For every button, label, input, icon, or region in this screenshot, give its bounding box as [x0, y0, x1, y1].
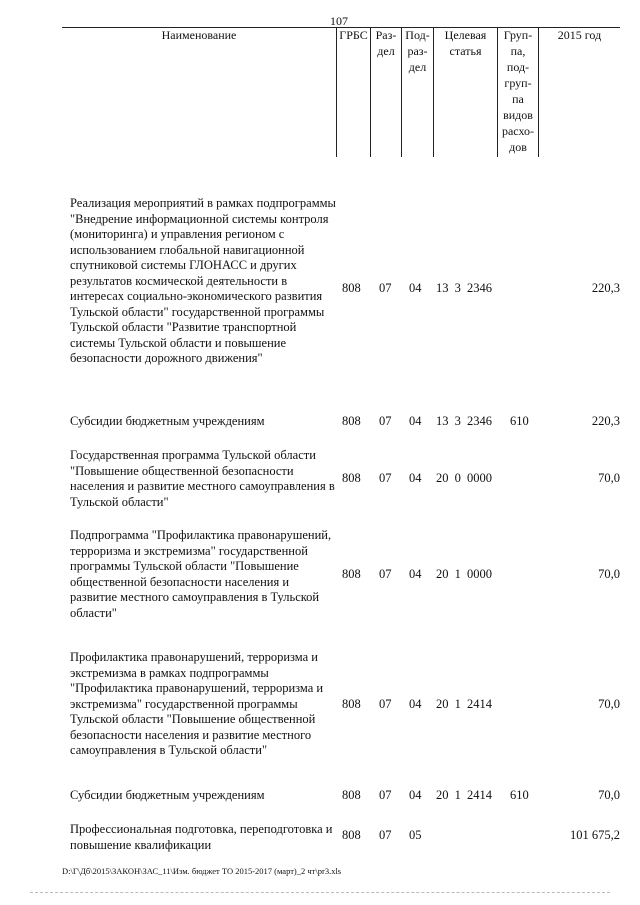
row-celevaya: 20 0 0000 — [436, 471, 492, 485]
row-amount: 70,0 — [598, 788, 620, 802]
row-razdel: 07 — [379, 697, 392, 711]
row-amount: 220,3 — [591, 281, 620, 295]
row-podrazdel: 04 — [409, 788, 422, 802]
row-celevaya: 13 3 2346 — [436, 281, 492, 295]
header-celevaya: Целевая статья — [433, 27, 497, 157]
page-edge-divider — [30, 892, 610, 893]
row-razdel: 07 — [379, 281, 392, 295]
row-podrazdel: 04 — [409, 471, 422, 485]
header-gruppa: Груп- па, под- груп- па видов расхо- дов — [497, 27, 538, 157]
footer-file-path: D:\Г\Дб\2015\ЗАКОН\ЗАС_11\Изм. бюджет ТО 2015-2017 (март)_2 чт\pr3.xls — [62, 866, 342, 876]
page-number: 107 — [330, 14, 348, 28]
row-podrazdel: 05 — [409, 828, 422, 842]
row-celevaya: 20 1 2414 — [436, 697, 492, 711]
row-grbs: 808 — [342, 697, 361, 711]
row-celevaya: 20 1 0000 — [436, 567, 492, 581]
row-gruppa: 610 — [510, 788, 529, 802]
header-podrazdel: Под- раз- дел — [401, 27, 433, 157]
row-grbs: 808 — [342, 471, 361, 485]
row-amount: 70,0 — [598, 697, 620, 711]
row-gruppa: 610 — [510, 414, 529, 428]
row-podrazdel: 04 — [409, 414, 422, 428]
row-grbs: 808 — [342, 828, 361, 842]
row-name: Подпрограмма "Профилактика правонарушений, терроризма и экстремизма" государственной программы Тульской области "Повышение общественной безопасности населения и развитие местного самоуправления в Тульской области" — [70, 528, 332, 620]
row-name: Реализация мероприятий в рамках подпрограммы "Внедрение информационной системы контроля (мониторинга) и управления регионом с использованием глобальной навигационной спутниковой системы ГЛОНАСС и других результатов космической деятельности в интересах социально-экономического развития Тульской области" государственной программы Тульской области "Развитие транспортной системы Тульской области и повышение безопасности дорожного движения" — [70, 196, 336, 365]
row-razdel: 07 — [379, 471, 392, 485]
row-grbs: 808 — [342, 281, 361, 295]
row-name: Субсидии бюджетным учреждениям — [70, 414, 265, 428]
row-podrazdel: 04 — [409, 697, 422, 711]
header-year: 2015 год — [538, 27, 620, 157]
row-name: Профессиональная подготовка, переподготовка и повышение квалификации — [70, 822, 333, 852]
row-podrazdel: 04 — [409, 567, 422, 581]
row-amount: 220,3 — [591, 414, 620, 428]
row-grbs: 808 — [342, 567, 361, 581]
header-razdel: Раз- дел — [370, 27, 401, 157]
row-razdel: 07 — [379, 414, 392, 428]
header-name: Наименование — [161, 28, 237, 42]
row-celevaya: 13 3 2346 — [436, 414, 492, 428]
row-razdel: 07 — [379, 828, 392, 842]
row-razdel: 07 — [379, 567, 392, 581]
row-razdel: 07 — [379, 788, 392, 802]
row-name: Субсидии бюджетным учреждениям — [70, 788, 265, 802]
row-amount: 70,0 — [598, 471, 620, 485]
row-podrazdel: 04 — [409, 281, 422, 295]
row-name: Профилактика правонарушений, терроризма и экстремизма в рамках подпрограммы "Профилактика правонарушений, терроризма и экстремизма" государственной программы Тульской области "Повышение общественной безопасности населения и развитие местного самоуправления в Тульской области" — [70, 650, 324, 757]
row-celevaya: 20 1 2414 — [436, 788, 492, 802]
header-grbs: ГРБС — [336, 27, 370, 157]
row-amount: 101 675,2 — [570, 828, 620, 842]
row-grbs: 808 — [342, 788, 361, 802]
row-name: Государственная программа Тульской области "Повышение общественной безопасности населения и развитие местного самоуправления в Тульской области" — [70, 448, 335, 509]
row-amount: 70,0 — [598, 567, 620, 581]
row-grbs: 808 — [342, 414, 361, 428]
